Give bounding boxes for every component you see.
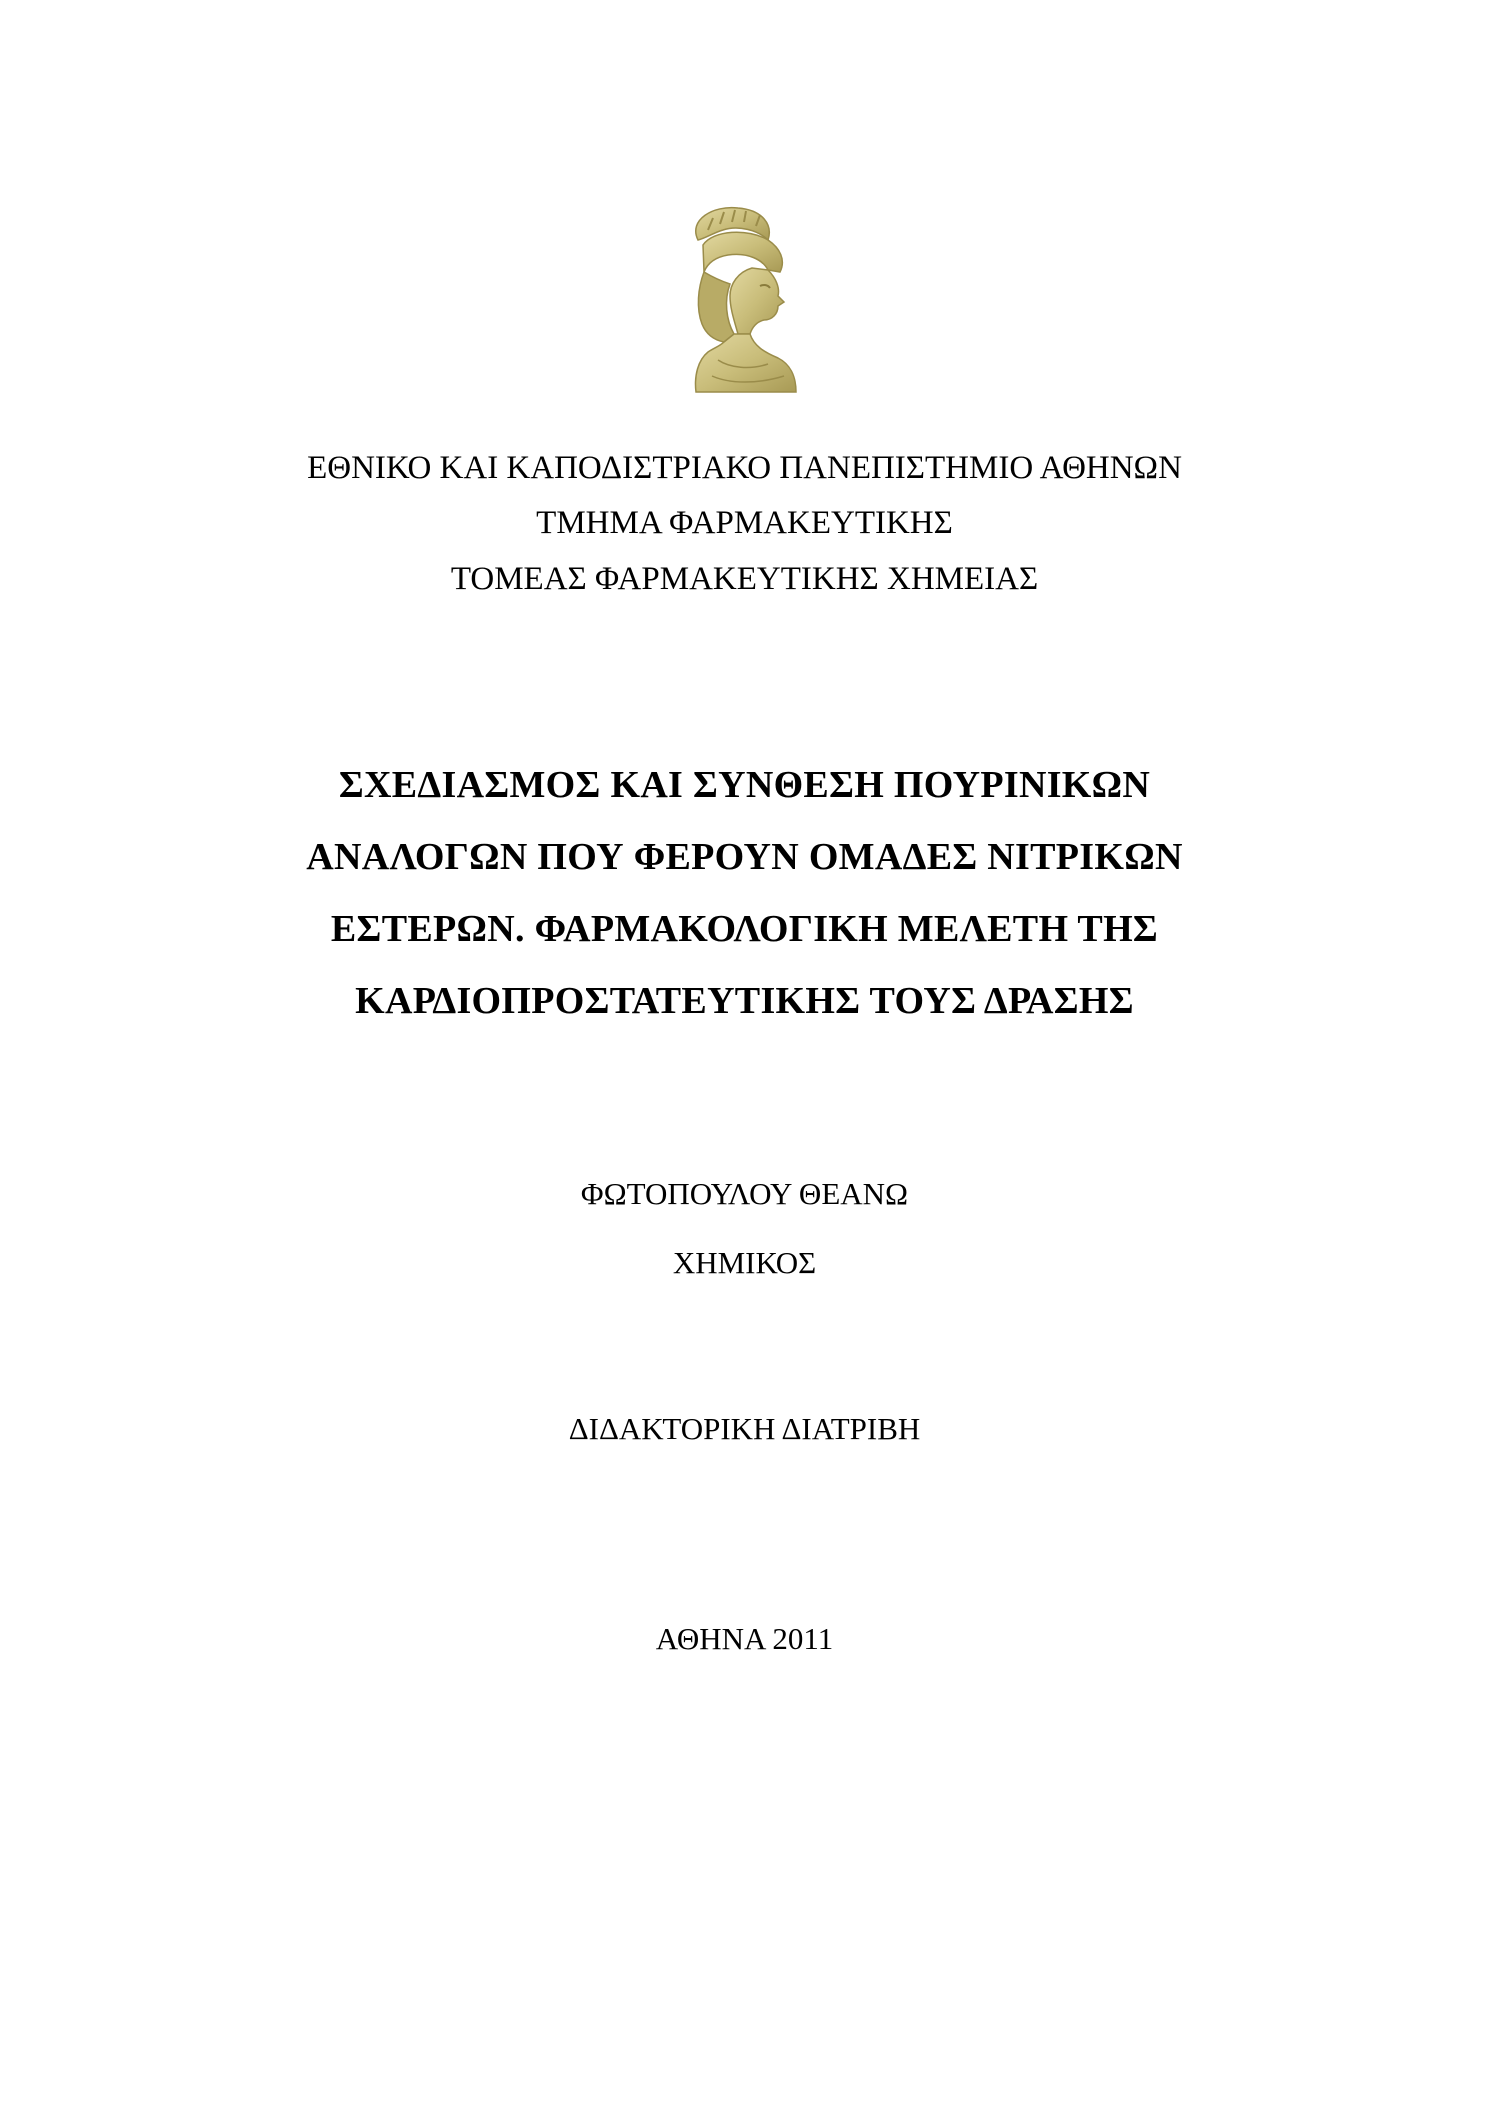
university-name: ΕΘΝΙΚΟ ΚΑΙ ΚΑΠΟΔΙΣΤΡΙΑΚΟ ΠΑΝΕΠΙΣΤΗΜΙΟ ΑΘΗΝΩΝ <box>307 450 1182 486</box>
author-name: ΦΩΤΟΠΟΥΛΟΥ ΘΕΑΝΩ <box>580 1176 909 1211</box>
thesis-title-line-4: ΚΑΡΔΙΟΠΡΟΣΤΑΤΕΥΤΙΚΗΣ ΤΟΥΣ ΔΡΑΣΗΣ <box>355 980 1134 1022</box>
author-profession: ΧΗΜΙΚΟΣ <box>672 1245 817 1280</box>
document-type: ΔΙΔΑΚΤΟΡΙΚΗ ΔΙΑΤΡΙΒΗ <box>568 1411 921 1446</box>
place-year: ΑΘΗΝΑ 2011 <box>655 1621 834 1656</box>
sector-name: ΤΟΜΕΑΣ ΦΑΡΜΑΚΕΥΤΙΚΗΣ ΧΗΜΕΙΑΣ <box>450 561 1039 597</box>
thesis-title-line-1: ΣΧΕΔΙΑΣΜΟΣ ΚΑΙ ΣΥΝΘΕΣΗ ΠΟΥΡΙΝΙΚΩΝ <box>338 764 1151 806</box>
thesis-title-line-2: ΑΝΑΛΟΓΩΝ ΠΟΥ ΦΕΡΟΥΝ ΟΜΑΔΕΣ ΝΙΤΡΙΚΩΝ <box>306 836 1183 878</box>
thesis-title-line-3: ΕΣΤΕΡΩΝ. ΦΑΡΜΑΚΟΛΟΓΙΚΗ ΜΕΛΕΤΗ ΤΗΣ <box>330 908 1159 950</box>
athena-head-logo-icon <box>668 200 818 400</box>
department-name: ΤΜΗΜΑ ΦΑΡΜΑΚΕΥΤΙΚΗΣ <box>536 505 953 541</box>
